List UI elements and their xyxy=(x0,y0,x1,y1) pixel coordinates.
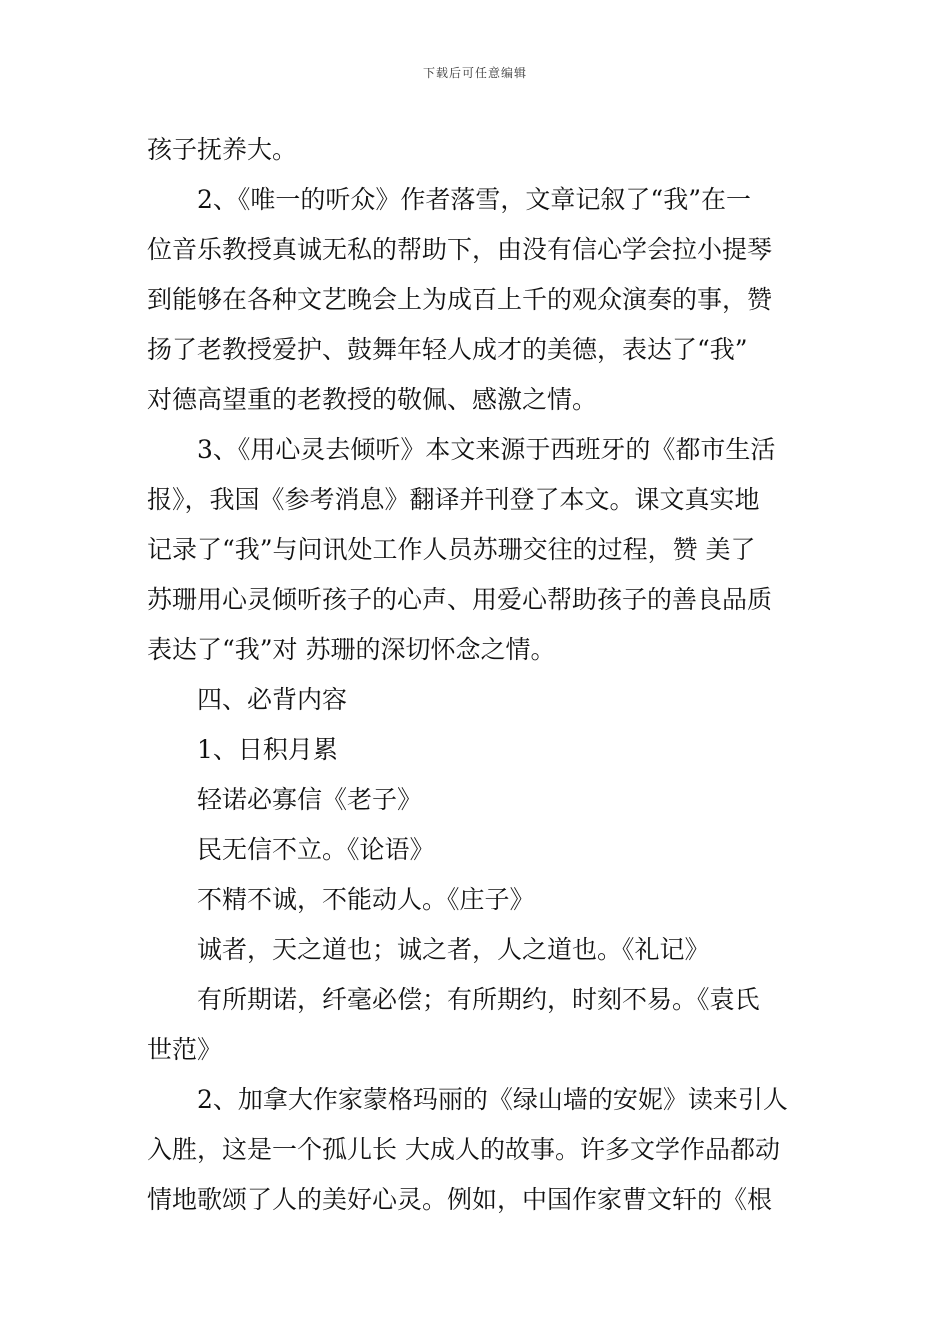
text-line: 表达了“我”对 苏珊的深切怀念之情。 xyxy=(147,635,556,664)
subsection-heading: 1、日积月累 xyxy=(197,735,338,764)
text-line: 报》，我国《参考消息》翻译并刊登了本文。课文真实地 xyxy=(147,485,760,514)
section-heading: 四、必背内容 xyxy=(197,685,348,714)
page-header: 下载后可任意编辑 xyxy=(422,66,527,80)
text-line: 位音乐教授真诚无私的帮助下，由没有信心学会拉小提琴 xyxy=(147,235,773,264)
text-line: 记录了“我”与问讯处工作人员苏珊交往的过程，赞 美了 xyxy=(147,535,756,564)
quote-line: 有所期诺，纤毫必偿；有所期约，时刻不易。《袁氏 xyxy=(197,985,760,1014)
text-line: 入胜，这是一个孤儿长 大成人的故事。许多文学作品都动 xyxy=(147,1135,780,1164)
quote-line: 民无信不立。《论语》 xyxy=(197,835,435,864)
text-line: 情地歌颂了人的美好心灵。例如，中国作家曹文轩的《根 xyxy=(147,1185,773,1214)
text-line: 2、《唯一的听众》作者落雪，文章记叙了“我”在一 xyxy=(197,185,751,214)
text-line: 到能够在各种文艺晚会上为成百上千的观众演奏的事，赞 xyxy=(147,285,773,314)
quote-line: 不精不诚，不能动人。《庄子》 xyxy=(197,885,535,914)
quote-line: 世范》 xyxy=(147,1035,223,1064)
text-line: 2、加拿大作家蒙格玛丽的《绿山墙的安妮》读来引人 xyxy=(197,1085,788,1114)
document-body xyxy=(147,125,807,1225)
text-line: 扬了老教授爱护、鼓舞年轻人成才的美德，表达了“我” xyxy=(147,335,748,364)
text-line: 孩子抚养大。 xyxy=(147,135,298,164)
text-line: 3、《用心灵去倾听》本文来源于西班牙的《都市生活 xyxy=(197,435,776,464)
quote-line: 轻诺必寡信《老子》 xyxy=(197,785,423,814)
quote-line: 诚者，天之道也；诚之者，人之道也。《礼记》 xyxy=(197,935,710,964)
text-line: 苏珊用心灵倾听孩子的心声、用爱心帮助孩子的善良品质 xyxy=(147,585,773,614)
text-line: 对德高望重的老教授的敬佩、感激之情。 xyxy=(147,385,598,414)
